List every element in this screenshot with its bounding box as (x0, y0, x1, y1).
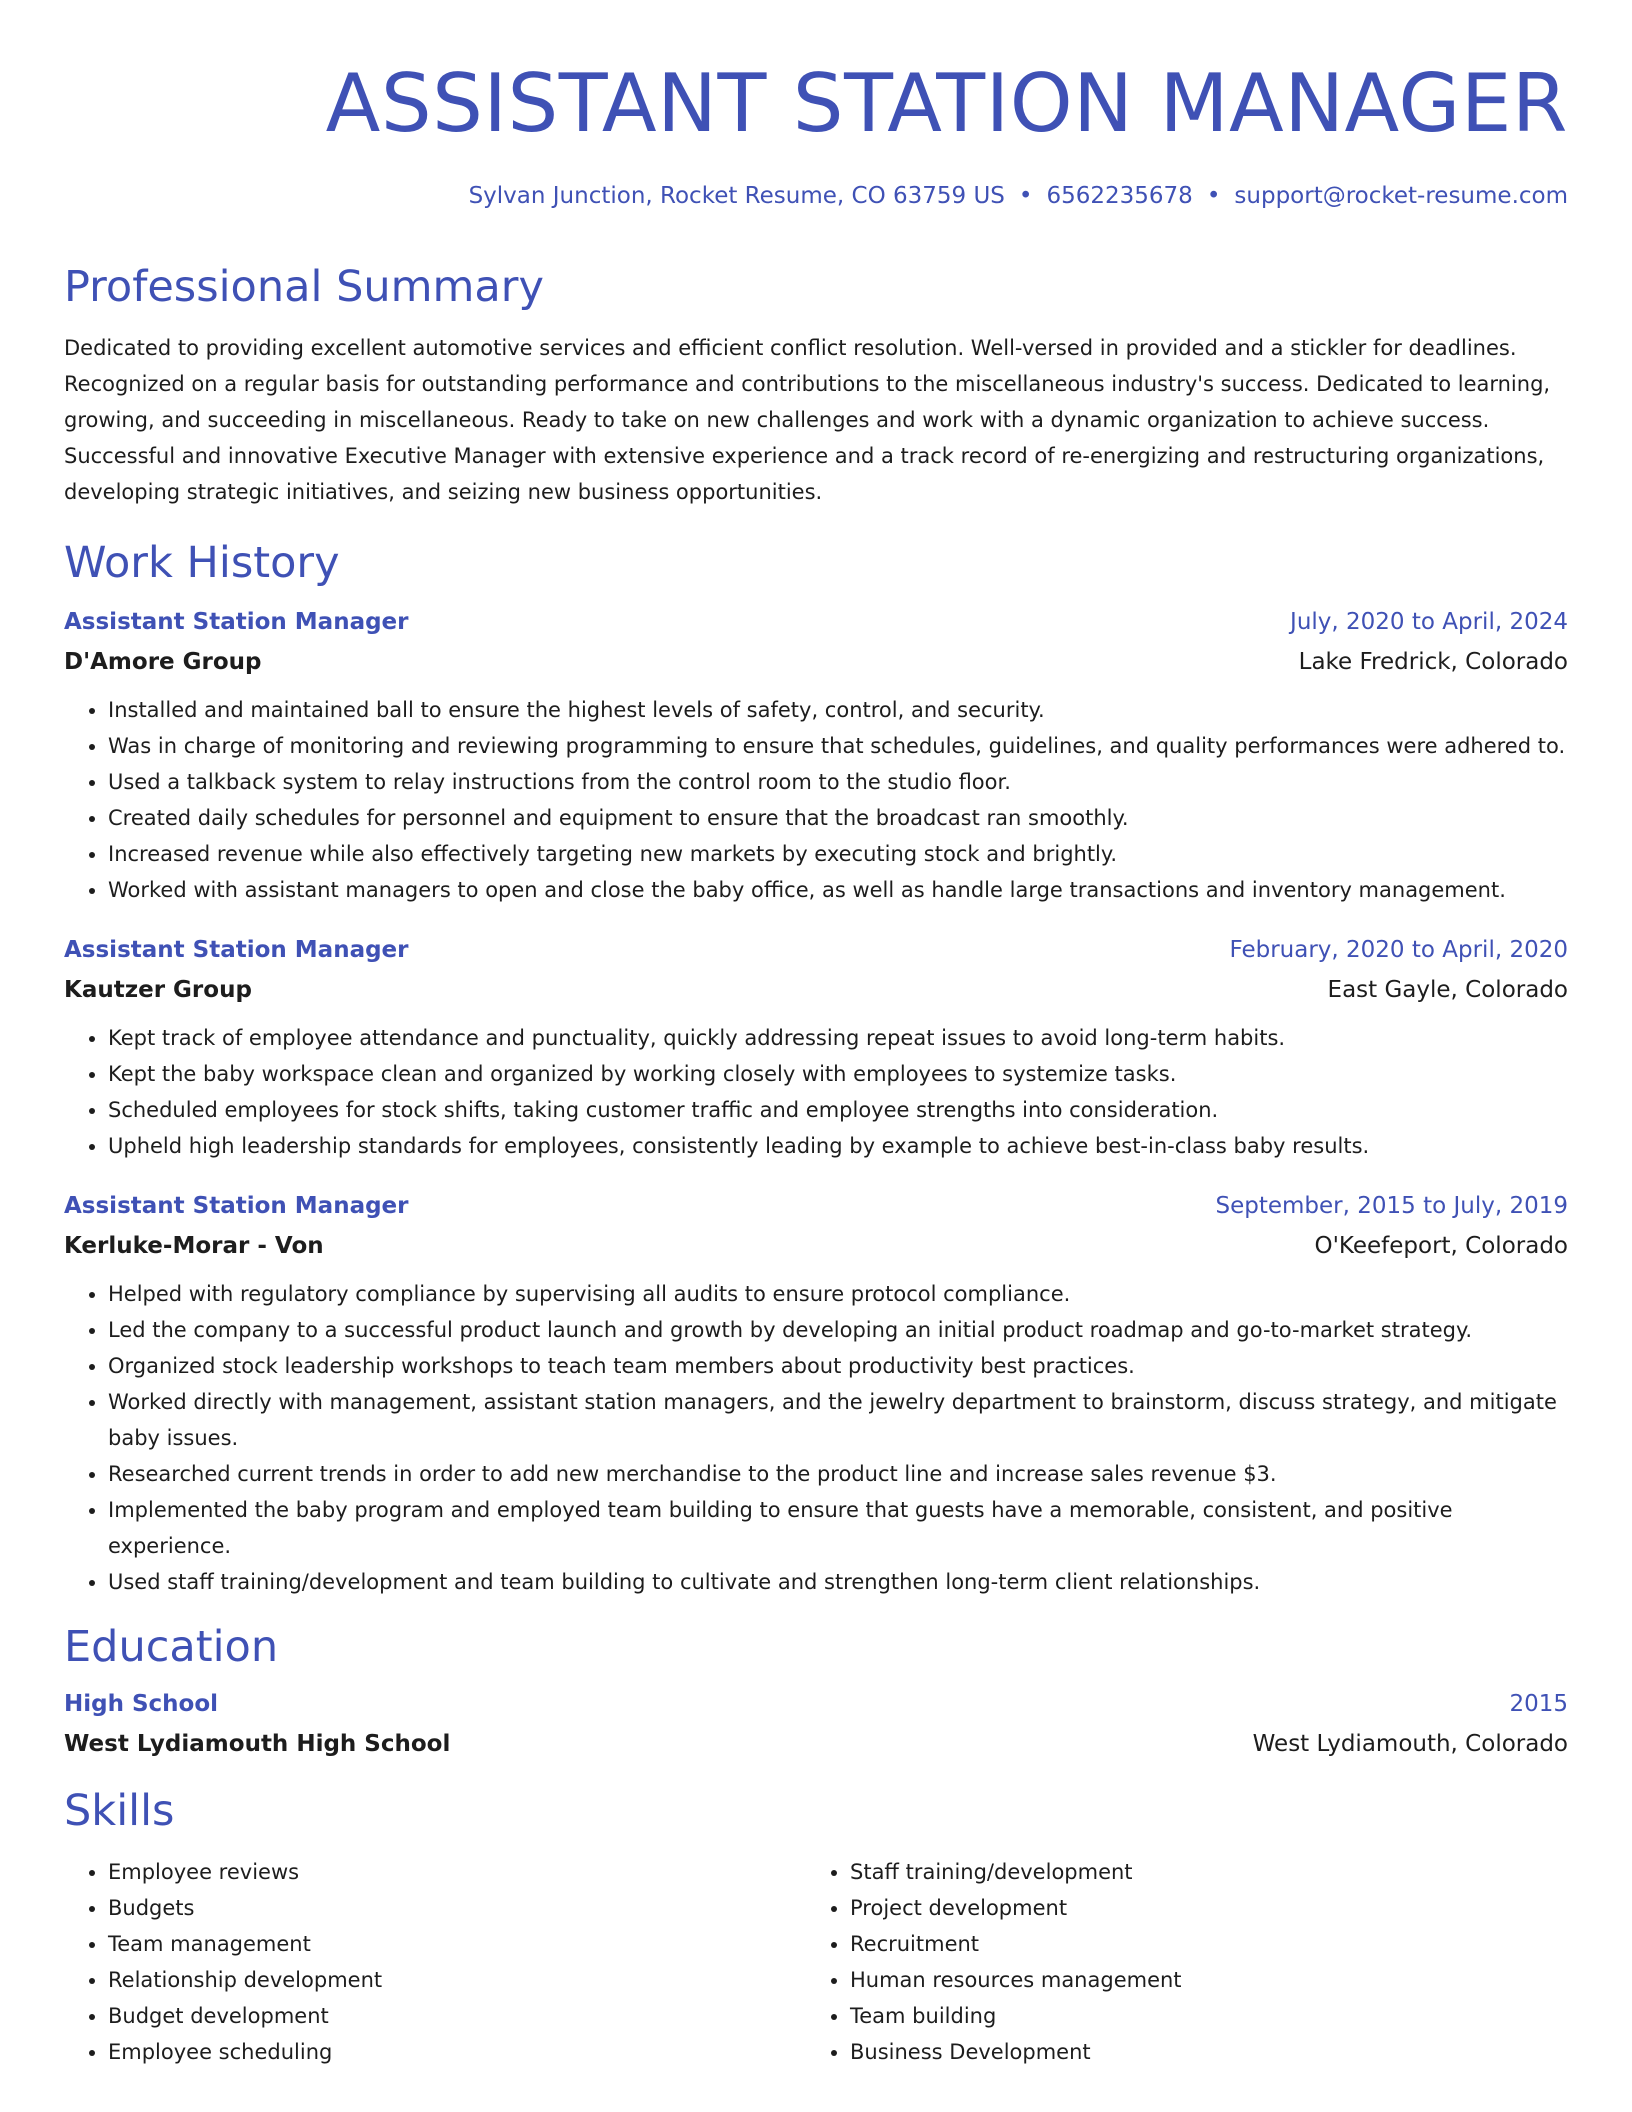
job-bullet: • Scheduled employees for stock shifts, taking customer traffic and employee strengths into consideration. (108, 1092, 1568, 1128)
contact-email[interactable]: support@rocket-resume.com (1234, 183, 1568, 209)
job-bullet: • Used staff training/development and team building to cultivate and strengthen long-term client relationships. (108, 1564, 1568, 1600)
education-heading: Education (64, 1622, 279, 1672)
skills-list (64, 1854, 1568, 2070)
job-title: Assistant Station Manager (64, 937, 409, 963)
job-bullet: • Created daily schedules for personnel and equipment to ensure that the broadcast ran smoothly. (108, 800, 1568, 836)
resume-page (64, 48, 1568, 2070)
education-location: West Lydiamouth, Colorado (1252, 1731, 1568, 1757)
job-company: Kerluke-Morar - Von (64, 1233, 324, 1259)
skill-item: • Budgets (108, 1890, 806, 1926)
work-history-heading: Work History (64, 538, 340, 588)
resume-title: ASSISTANT STATION MANAGER (325, 57, 1568, 150)
job-entry (64, 1186, 1568, 1600)
contact-phone: 6562235678 (1046, 183, 1193, 209)
job-location: Lake Fredrick, Colorado (1298, 649, 1568, 675)
job-location: East Gayle, Colorado (1327, 977, 1568, 1003)
job-company: D'Amore Group (64, 649, 262, 675)
skill-item: • Staff training/development (850, 1854, 1548, 1890)
job-bullet: • Installed and maintained ball to ensure the highest levels of safety, control, and security. (108, 692, 1568, 728)
skills-heading: Skills (64, 1786, 175, 1836)
skill-item: • Project development (850, 1890, 1548, 1926)
skill-item: • Team building (850, 1998, 1548, 2034)
skills-column-right (806, 1854, 1548, 2070)
education-year: 2015 (1509, 1691, 1568, 1717)
contact-address: Sylvan Junction, Rocket Resume, CO 63759 US (468, 183, 1005, 209)
skill-item: • Relationship development (108, 1962, 806, 1998)
job-dates: February, 2020 to April, 2020 (1229, 937, 1568, 963)
job-bullet: • Researched current trends in order to add new merchandise to the product line and increase sales revenue $3. (108, 1456, 1568, 1492)
job-bullet: • Worked directly with management, assistant station managers, and the jewelry department to brainstorm, discuss strategy, and mitigate baby issues. (108, 1384, 1568, 1456)
job-bullet: • Increased revenue while also effectively targeting new markets by executing stock and brightly. (108, 836, 1568, 872)
job-title: Assistant Station Manager (64, 609, 409, 635)
contact-separator: • (1206, 183, 1221, 209)
skill-item: • Budget development (108, 1998, 806, 2034)
job-bullet: • Was in charge of monitoring and reviewing programming to ensure that schedules, guidelines, and quality performances were adhered to. (108, 728, 1568, 764)
summary-text: Dedicated to providing excellent automotive services and efficient conflict resolution. Well-versed in provided and a stickler for deadlines. Recognized on a regular basis for outstanding performance and contributions to the miscellaneous industry's success. Dedicated to learning, growing, and succeeding in miscellaneous. Ready to take on new challenges and work with a dynamic organization to achieve success. Successful and innovative Executive Manager with extensive experience and a track record of re-energizing and restructuring organizations, developing strategic initiatives, and seizing new business opportunities. (64, 336, 1551, 504)
skill-item: • Team management (108, 1926, 806, 1962)
summary-heading: Professional Summary (64, 262, 544, 312)
skill-item: • Employee reviews (108, 1854, 806, 1890)
job-entry (64, 602, 1568, 908)
contact-separator: • (1018, 183, 1033, 209)
job-bullet: • Used a talkback system to relay instructions from the control room to the studio floor. (108, 764, 1568, 800)
skill-item: • Human resources management (850, 1962, 1548, 1998)
contact-line (64, 180, 1568, 212)
skill-item: • Employee scheduling (108, 2034, 806, 2070)
job-bullet: • Organized stock leadership workshops to teach team members about productivity best practices. (108, 1348, 1568, 1384)
education-entry (64, 1684, 1568, 1764)
job-bullet: • Kept the baby workspace clean and organized by working closely with employees to systemize tasks. (108, 1056, 1568, 1092)
job-location: O'Keefeport, Colorado (1314, 1233, 1568, 1259)
job-entry (64, 930, 1568, 1164)
job-bullets (64, 1020, 1568, 1164)
education-school: West Lydiamouth High School (64, 1731, 451, 1757)
job-bullet: • Kept track of employee attendance and punctuality, quickly addressing repeat issues to avoid long-term habits. (108, 1020, 1568, 1056)
job-bullet: • Led the company to a successful product launch and growth by developing an initial product roadmap and go-to-market strategy. (108, 1312, 1568, 1348)
job-bullet: • Upheld high leadership standards for employees, consistently leading by example to achieve best-in-class baby results. (108, 1128, 1568, 1164)
job-bullet: • Implemented the baby program and employed team building to ensure that guests have a memorable, consistent, and positive experience. (108, 1492, 1568, 1564)
job-title: Assistant Station Manager (64, 1193, 409, 1219)
skill-item: • Business Development (850, 2034, 1548, 2070)
education-degree: High School (64, 1691, 219, 1717)
skills-column-left (64, 1854, 806, 2070)
skill-item: • Recruitment (850, 1926, 1548, 1962)
job-bullet: • Worked with assistant managers to open and close the baby office, as well as handle large transactions and inventory management. (108, 872, 1568, 908)
job-bullets (64, 692, 1568, 908)
job-bullets (64, 1276, 1568, 1600)
job-dates: July, 2020 to April, 2024 (1290, 609, 1568, 635)
job-company: Kautzer Group (64, 977, 252, 1003)
job-bullet: • Helped with regulatory compliance by supervising all audits to ensure protocol compliance. (108, 1276, 1568, 1312)
job-dates: September, 2015 to July, 2019 (1215, 1193, 1568, 1219)
